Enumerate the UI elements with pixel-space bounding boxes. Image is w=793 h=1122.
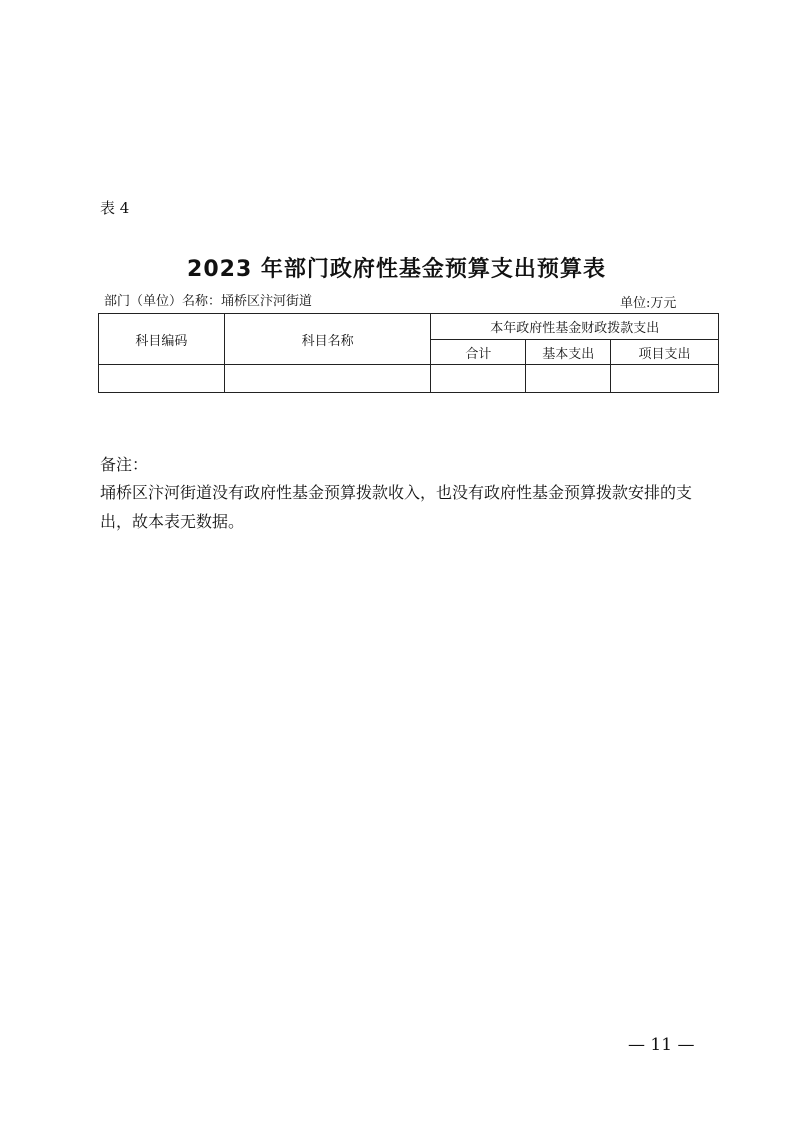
unit-label: 单位:万元 <box>620 296 677 311</box>
cell-basic <box>526 365 611 393</box>
header-project-expenditure: 项目支出 <box>611 340 719 365</box>
page-number: — 11 — <box>628 1035 695 1055</box>
header-subject-code: 科目编码 <box>99 314 225 365</box>
department-name: 部门（单位）名称：埇桥区汴河街道 <box>104 294 313 309</box>
budget-table <box>98 313 719 393</box>
table-label: 表 4 <box>100 199 130 217</box>
header-fund-expenditure: 本年政府性基金财政拨款支出 <box>431 314 719 340</box>
cell-total <box>431 365 526 393</box>
header-basic-expenditure: 基本支出 <box>526 340 611 365</box>
cell-name <box>224 365 431 393</box>
table-row <box>99 365 719 393</box>
cell-code <box>99 365 225 393</box>
cell-project <box>611 365 719 393</box>
notes-label: 备注： <box>100 455 149 474</box>
header-total: 合计 <box>431 340 526 365</box>
page-title: 2023 年部门政府性基金预算支出预算表 <box>187 257 606 282</box>
header-subject-name: 科目名称 <box>224 314 431 365</box>
notes-text: 埇桥区汴河街道没有政府性基金预算拨款收入，也没有政府性基金预算拨款安排的支出，故本表无数据。 <box>100 483 693 531</box>
table-header-row <box>99 314 719 340</box>
